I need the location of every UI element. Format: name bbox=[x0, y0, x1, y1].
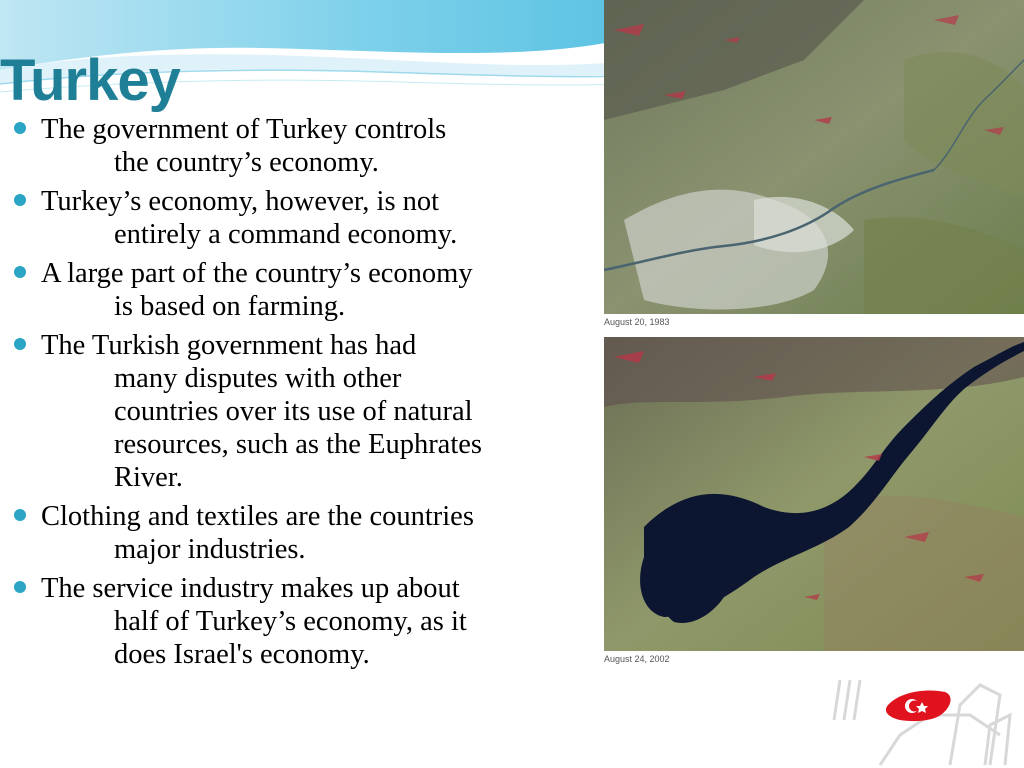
bullet-text-continued: the country’s economy. bbox=[114, 147, 379, 178]
satellite-image-1983 bbox=[604, 0, 1024, 314]
bullet-text-continued: River. bbox=[114, 462, 183, 493]
bullet-text: A large part of the country’s economy bbox=[41, 258, 473, 289]
bullet-list bbox=[14, 113, 604, 677]
bullet-text-continued: resources, such as the Euphrates bbox=[114, 429, 482, 460]
bullet-icon bbox=[14, 266, 26, 278]
bullet-item bbox=[14, 572, 604, 671]
bullet-text-continued: entirely a command economy. bbox=[114, 219, 458, 250]
bullet-text: The government of Turkey controls bbox=[41, 114, 447, 145]
image-caption-top: August 20, 1983 bbox=[604, 317, 670, 327]
bullet-text-continued: many disputes with other bbox=[114, 363, 402, 394]
bullet-item bbox=[14, 257, 604, 323]
bullet-icon bbox=[14, 194, 26, 206]
bullet-icon bbox=[14, 509, 26, 521]
bullet-text-continued: half of Turkey’s economy, as it bbox=[114, 606, 467, 637]
bullet-item bbox=[14, 185, 604, 251]
satellite-image-2002 bbox=[604, 337, 1024, 651]
slide-title: Turkey bbox=[0, 48, 180, 113]
bullet-text: The Turkish government has had bbox=[41, 330, 417, 361]
turkey-flag-map-logo bbox=[820, 670, 1024, 768]
bullet-item bbox=[14, 113, 604, 179]
bullet-text: Clothing and textiles are the countries bbox=[41, 501, 474, 532]
image-caption-bottom: August 24, 2002 bbox=[604, 654, 670, 664]
bullet-icon bbox=[14, 122, 26, 134]
bullet-text-continued: major industries. bbox=[114, 534, 306, 565]
bullet-text-continued: countries over its use of natural bbox=[114, 396, 473, 427]
bullet-icon bbox=[14, 338, 26, 350]
bullet-item bbox=[14, 500, 604, 566]
bullet-item bbox=[14, 329, 604, 494]
bullet-text-continued: is based on farming. bbox=[114, 291, 346, 322]
bullet-text-continued: does Israel's economy. bbox=[114, 639, 370, 670]
bullet-text: The service industry makes up about bbox=[41, 573, 460, 604]
bullet-icon bbox=[14, 581, 26, 593]
bullet-text: Turkey’s economy, however, is not bbox=[41, 186, 440, 217]
